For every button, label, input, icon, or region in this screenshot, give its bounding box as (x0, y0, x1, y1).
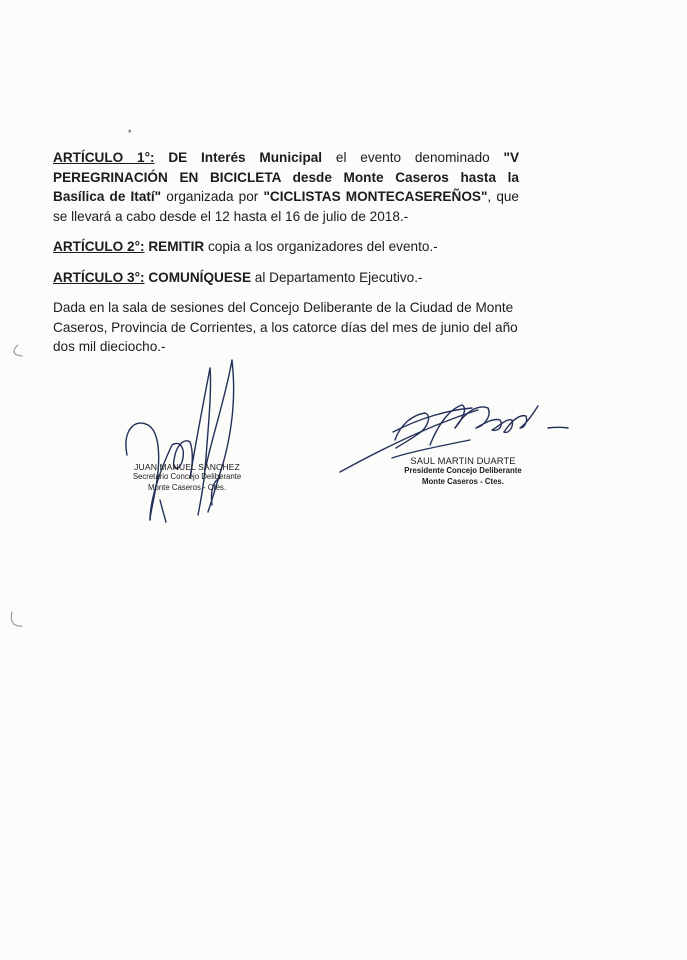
article-3-label: ARTÍCULO 3°: (53, 269, 145, 285)
left-signature-block (122, 462, 252, 493)
article-3: ARTÍCULO 3°: COMUNÍQUESE al Departamento Ejecutivo.- (53, 269, 423, 285)
signer-place: Monte Caseros - Ctes. (422, 476, 504, 486)
article-1: ARTÍCULO 1°: DE Interés Municipal el evento denominado "V PEREGRINACIÓN EN BICICLETA desde Monte Caseros hasta la Basílica de Itatí" organizada por "CICLISTAS MONTECASEREÑOS", que se llevará a cabo desde el 12 hasta el 16 de julio de 2018.- (53, 150, 520, 224)
margin-mark (11, 612, 22, 626)
signer-name: SAUL MARTIN DUARTE (410, 455, 516, 466)
right-signature-stroke (548, 427, 568, 428)
right-signature-stroke (455, 407, 489, 428)
right-signature-stroke (504, 406, 538, 432)
left-signature-stroke (160, 500, 166, 522)
article-2-label: ARTÍCULO 2°: (53, 239, 145, 254)
signer-role: Presidente Concejo Deliberante (404, 466, 522, 475)
closing-paragraph: Dada en la sala de sesiones del Concejo Deliberante de la Ciudad de Monte Caseros, Provincia de Corrientes, a los catorce días del mes de junio del año dos mil dieciocho.- (53, 300, 518, 354)
article-1-label: ARTÍCULO 1°: (53, 150, 155, 165)
signer-role: Secretario Concejo Deliberante (132, 472, 242, 481)
stray-mark: * (128, 128, 132, 138)
margin-mark (14, 345, 22, 356)
signer-place: Monte Caseros - Ctes. (148, 482, 226, 492)
signer-name: JUAN MANUEL SÁNCHEZ (134, 462, 240, 472)
article-2: ARTÍCULO 2°: REMITIR copia a los organizadores del evento.- (53, 239, 438, 254)
right-signature-block (398, 455, 528, 487)
